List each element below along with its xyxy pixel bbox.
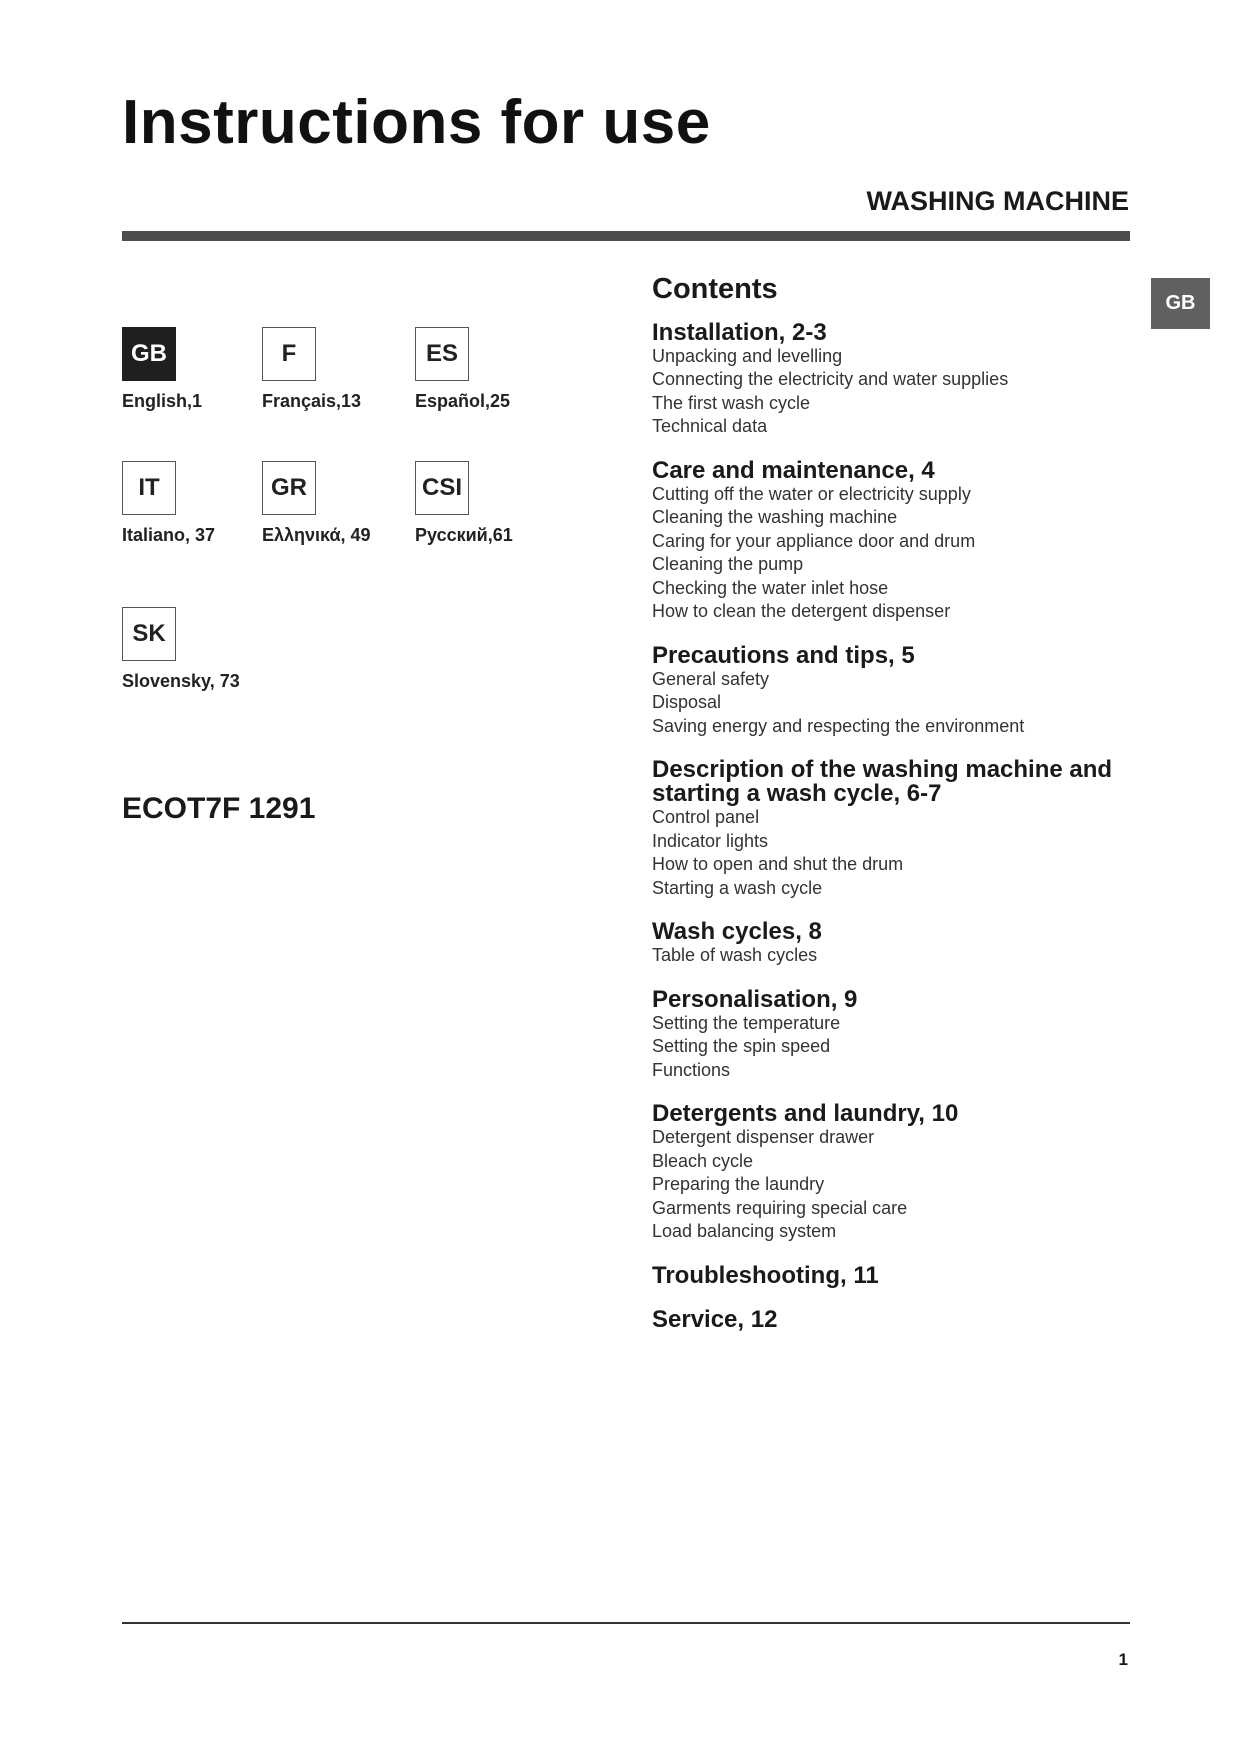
toc-section-title[interactable]: Description of the washing machine and starting a wash cycle, 6-7 [652, 756, 1113, 808]
toc-section [652, 641, 1122, 739]
language-es[interactable] [415, 327, 510, 412]
model-number: ECOT7F 1291 [122, 792, 316, 825]
toc-subitem[interactable]: How to open and shut the drum [652, 854, 904, 875]
toc-subitem[interactable]: Preparing the laundry [652, 1174, 825, 1195]
language-name: Русский,61 [415, 525, 513, 545]
toc-subitem[interactable]: Bleach cycle [652, 1150, 754, 1171]
language-name: Italiano, 37 [122, 525, 216, 545]
toc-subitem[interactable]: Technical data [652, 416, 768, 437]
toc-section-title[interactable]: Wash cycles, 8 [652, 918, 822, 946]
language-code: F [262, 327, 316, 381]
language-name: Español,25 [415, 391, 511, 411]
toc-section-title[interactable]: Installation, 2-3 [652, 318, 827, 346]
language-gb[interactable] [122, 327, 202, 412]
toc-subitem[interactable]: Garments requiring special care [652, 1197, 908, 1218]
toc-section [652, 318, 1122, 439]
toc-subitem[interactable]: Disposal [652, 692, 722, 713]
toc-section-title[interactable]: Precautions and tips, 5 [652, 641, 915, 669]
toc-section-title[interactable]: Troubleshooting, 11 [652, 1261, 879, 1289]
toc-subitem[interactable]: Indicator lights [652, 830, 769, 851]
toc-subitem[interactable]: How to clean the detergent dispenser [652, 601, 951, 622]
language-csi[interactable] [415, 461, 513, 546]
language-f[interactable] [262, 327, 361, 412]
toc-subitem[interactable]: The first wash cycle [652, 392, 811, 413]
language-name: Français,13 [262, 391, 362, 411]
footer-divider [122, 1622, 1130, 1624]
toc-subitem[interactable]: Connecting the electricity and water supplies [652, 369, 1009, 390]
page-number: 1 [1118, 1650, 1128, 1669]
toc-list [652, 318, 1122, 1333]
toc-subitem[interactable]: Saving energy and respecting the environment [652, 715, 1025, 736]
toc-subitem[interactable]: General safety [652, 668, 770, 689]
toc-subitem[interactable]: Cleaning the washing machine [652, 507, 898, 528]
language-code: SK [122, 607, 176, 661]
toc-section-title[interactable]: Personalisation, 9 [652, 985, 858, 1013]
table-of-contents [652, 274, 1122, 1352]
language-code: GR [262, 461, 316, 515]
toc-subitem[interactable]: Table of wash cycles [652, 945, 818, 966]
toc-section [652, 1261, 1122, 1289]
language-sk[interactable] [122, 607, 240, 692]
language-selector [122, 327, 542, 707]
toc-subitem[interactable]: Load balancing system [652, 1221, 837, 1242]
toc-subitem[interactable]: Cleaning the pump [652, 554, 804, 575]
toc-subitem[interactable]: Control panel [652, 807, 760, 828]
language-name: Slovensky, 73 [122, 671, 240, 691]
toc-subitem[interactable]: Functions [652, 1059, 731, 1080]
language-code: GB [122, 327, 176, 381]
toc-section [652, 920, 1122, 968]
language-side-tab[interactable]: GB [1151, 278, 1210, 329]
toc-subitem[interactable]: Detergent dispenser drawer [652, 1127, 875, 1148]
language-it[interactable] [122, 461, 215, 546]
contents-heading: Contents [652, 273, 778, 305]
toc-section [652, 1102, 1122, 1244]
page-title: Instructions for use [122, 88, 711, 157]
header-divider [122, 231, 1130, 241]
toc-subitem[interactable]: Caring for your appliance door and drum [652, 530, 976, 551]
language-code: IT [122, 461, 176, 515]
toc-subitem[interactable]: Checking the water inlet hose [652, 577, 889, 598]
toc-subitem[interactable]: Unpacking and levelling [652, 345, 843, 366]
toc-subitem[interactable]: Starting a wash cycle [652, 877, 823, 898]
toc-section [652, 1305, 1122, 1333]
product-type: WASHING MACHINE [866, 186, 1129, 216]
toc-subitem[interactable]: Setting the spin speed [652, 1036, 831, 1057]
language-name: English,1 [122, 391, 203, 411]
toc-section [652, 985, 1122, 1083]
language-gr[interactable] [262, 461, 371, 546]
language-code: CSI [415, 461, 469, 515]
toc-subitem[interactable]: Setting the temperature [652, 1012, 841, 1033]
language-code: ES [415, 327, 469, 381]
language-name: Ελληνικά, 49 [262, 525, 371, 545]
toc-section-title[interactable]: Care and maintenance, 4 [652, 456, 935, 484]
toc-section [652, 456, 1122, 624]
toc-section-title[interactable]: Detergents and laundry, 10 [652, 1100, 959, 1128]
toc-section [652, 758, 1122, 900]
toc-subitem[interactable]: Cutting off the water or electricity supply [652, 483, 971, 504]
toc-section-title[interactable]: Service, 12 [652, 1305, 778, 1333]
